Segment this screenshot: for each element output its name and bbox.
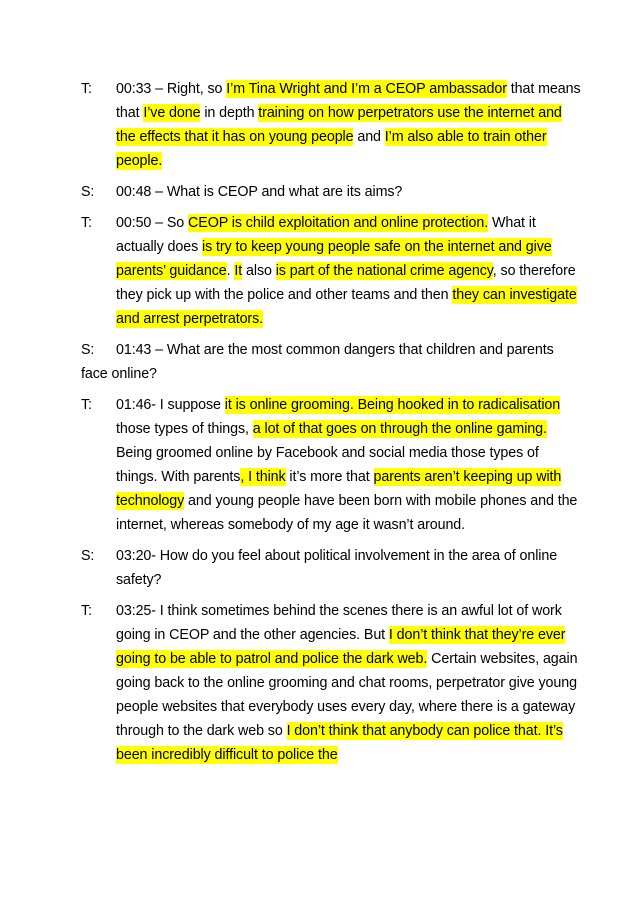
text-segment: 01:43 – What are the most common dangers that children and parents face online? xyxy=(81,342,554,382)
speaker-label: T: xyxy=(81,603,92,619)
speaker-label: T: xyxy=(81,81,92,97)
interview-transcript xyxy=(81,77,581,774)
text-segment: and xyxy=(353,129,385,145)
highlighted-text: I’ve done xyxy=(143,105,201,121)
highlighted-text: parents aren’t keeping up with technology xyxy=(116,469,562,509)
transcript-entry xyxy=(81,211,581,331)
highlighted-text: they can investigate and arrest perpetrators. xyxy=(116,287,577,327)
transcript-entry xyxy=(81,393,581,537)
speaker-label: S: xyxy=(81,184,95,200)
text-segment: that means that xyxy=(116,81,581,121)
text-segment: those types of things, xyxy=(116,421,253,437)
text-segment: 03:20- How do you feel about political involvement in the area of online safety? xyxy=(116,548,558,588)
text-segment: in depth xyxy=(200,105,259,121)
text-segment: also xyxy=(242,263,276,279)
text-segment: Being groomed online by Facebook and social media those types of things. With parents xyxy=(116,445,539,485)
speaker-label: S: xyxy=(81,342,95,358)
highlighted-text: it is online grooming. Being hooked in to radicalisation xyxy=(224,397,561,413)
text-segment: . xyxy=(226,263,235,279)
speaker-label: S: xyxy=(81,548,95,564)
speaker-label: T: xyxy=(81,215,92,231)
text-segment: it’s more that xyxy=(285,469,374,485)
text-segment: 00:50 – So xyxy=(116,215,189,231)
text-segment: What it actually does xyxy=(116,215,536,255)
transcript-entry xyxy=(81,544,581,592)
highlighted-text: is try to keep young people safe on the internet and give parents’ guidance xyxy=(116,239,552,279)
text-segment: , so therefore they pick up with the police and other teams and then xyxy=(116,263,576,303)
highlighted-text: It xyxy=(234,263,243,279)
highlighted-text: , I think xyxy=(240,469,286,485)
highlighted-text: CEOP is child exploitation and online protection. xyxy=(188,215,489,231)
text-segment: and young people have been born with mobile phones and the internet, whereas somebody of my age it wasn’t around. xyxy=(116,493,578,533)
text-segment: 00:33 – Right, so xyxy=(116,81,227,97)
transcript-entry xyxy=(81,180,581,204)
text-segment: Certain websites, again going back to the online grooming and chat rooms, perpetrator give young people websites that everybody uses every day, where there is a gateway through to the dark web so xyxy=(116,651,578,739)
speaker-label: T: xyxy=(81,397,92,413)
text-segment: 00:48 – What is CEOP and what are its aims? xyxy=(116,184,403,200)
highlighted-text: I don’t think that anybody can police that. It’s been incredibly difficult to police the xyxy=(116,723,563,763)
highlighted-text: I’m Tina Wright and I’m a CEOP ambassador xyxy=(226,81,507,97)
text-segment: 03:25- I think sometimes behind the scenes there is an awful lot of work going in CEOP and the other agencies. But xyxy=(116,603,562,643)
transcript-entry xyxy=(81,338,581,386)
highlighted-text: I’m also able to train other people. xyxy=(116,129,547,169)
text-segment: 01:46- I suppose xyxy=(116,397,225,413)
highlighted-text: is part of the national crime agency xyxy=(275,263,493,279)
highlighted-text: a lot of that goes on through the online gaming. xyxy=(252,421,547,437)
highlighted-text: training on how perpetrators use the internet and the effects that it has on young people xyxy=(116,105,562,145)
highlighted-text: I don’t think that they’re ever going to be able to patrol and police the dark web. xyxy=(116,627,566,667)
transcript-entry xyxy=(81,77,581,173)
transcript-entry xyxy=(81,599,581,767)
